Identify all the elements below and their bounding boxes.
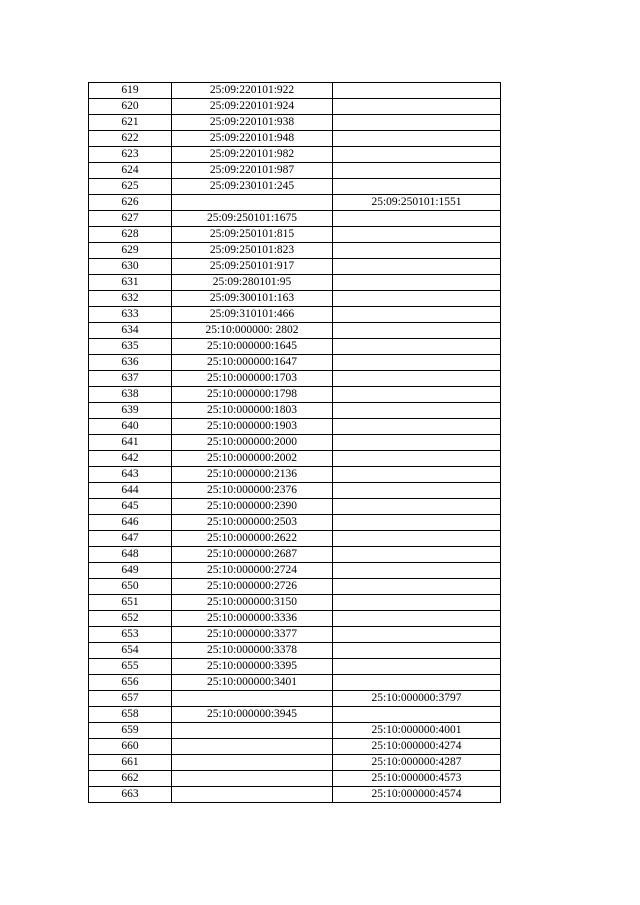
cadastral-number-alt-cell [333, 419, 501, 435]
cadastral-number-cell: 25:10:000000:2726 [172, 579, 333, 595]
table-row [89, 387, 501, 403]
cadastral-number-alt-cell [333, 643, 501, 659]
cadastral-number-cell: 25:10:000000:2136 [172, 467, 333, 483]
cadastral-number-cell: 25:10:000000:1703 [172, 371, 333, 387]
table-row [89, 531, 501, 547]
cadastral-number-alt-cell [333, 371, 501, 387]
cadastral-number-cell: 25:10:000000:3395 [172, 659, 333, 675]
table-row [89, 547, 501, 563]
cadastral-number-cell: 25:10:000000:3377 [172, 627, 333, 643]
cadastral-number-alt-cell: 25:10:000000:4573 [333, 771, 501, 787]
row-number-cell: 627 [89, 211, 172, 227]
table-row [89, 451, 501, 467]
cadastral-number-cell: 25:10:000000:2687 [172, 547, 333, 563]
row-number-cell: 654 [89, 643, 172, 659]
cadastral-number-alt-cell [333, 355, 501, 371]
row-number-cell: 624 [89, 163, 172, 179]
cadastral-number-cell: 25:09:220101:982 [172, 147, 333, 163]
cadastral-number-alt-cell [333, 387, 501, 403]
cadastral-number-alt-cell [333, 483, 501, 499]
table-row [89, 691, 501, 707]
cadastral-number-alt-cell [333, 467, 501, 483]
table-row [89, 179, 501, 195]
table-row [89, 467, 501, 483]
cadastral-number-cell: 25:09:280101:95 [172, 275, 333, 291]
cadastral-number-alt-cell [333, 451, 501, 467]
row-number-cell: 640 [89, 419, 172, 435]
cadastral-number-alt-cell [333, 499, 501, 515]
cadastral-number-alt-cell [333, 147, 501, 163]
table-row [89, 227, 501, 243]
cadastral-number-alt-cell [333, 275, 501, 291]
cadastral-number-cell: 25:10:000000:2622 [172, 531, 333, 547]
row-number-cell: 620 [89, 99, 172, 115]
cadastral-number-alt-cell [333, 291, 501, 307]
cadastral-number-alt-cell [333, 179, 501, 195]
cadastral-number-cell [172, 755, 333, 771]
cadastral-number-cell [172, 739, 333, 755]
table-row [89, 147, 501, 163]
cadastral-number-alt-cell [333, 259, 501, 275]
table-row [89, 707, 501, 723]
cadastral-number-cell: 25:09:250101:823 [172, 243, 333, 259]
cadastral-number-alt-cell [333, 627, 501, 643]
cadastral-number-alt-cell: 25:10:000000:4287 [333, 755, 501, 771]
cadastral-number-alt-cell [333, 659, 501, 675]
table-row [89, 419, 501, 435]
table-body [89, 83, 501, 803]
cadastral-number-cell: 25:10:000000:1645 [172, 339, 333, 355]
cadastral-number-cell: 25:09:220101:922 [172, 83, 333, 99]
row-number-cell: 631 [89, 275, 172, 291]
cadastral-number-alt-cell [333, 323, 501, 339]
cadastral-number-alt-cell [333, 707, 501, 723]
cadastral-number-alt-cell [333, 243, 501, 259]
row-number-cell: 645 [89, 499, 172, 515]
table-row [89, 627, 501, 643]
row-number-cell: 641 [89, 435, 172, 451]
cadastral-number-alt-cell: 25:09:250101:1551 [333, 195, 501, 211]
cadastral-number-alt-cell [333, 547, 501, 563]
row-number-cell: 647 [89, 531, 172, 547]
cadastral-number-cell: 25:10:000000:2724 [172, 563, 333, 579]
row-number-cell: 660 [89, 739, 172, 755]
row-number-cell: 629 [89, 243, 172, 259]
row-number-cell: 663 [89, 787, 172, 803]
row-number-cell: 619 [89, 83, 172, 99]
cadastral-number-cell: 25:09:220101:924 [172, 99, 333, 115]
row-number-cell: 648 [89, 547, 172, 563]
cadastral-number-alt-cell [333, 611, 501, 627]
cadastral-number-alt-cell [333, 131, 501, 147]
cadastral-number-alt-cell [333, 163, 501, 179]
cadastral-number-cell: 25:10:000000: 2802 [172, 323, 333, 339]
row-number-cell: 658 [89, 707, 172, 723]
cadastral-number-alt-cell [333, 595, 501, 611]
table-row [89, 787, 501, 803]
row-number-cell: 635 [89, 339, 172, 355]
row-number-cell: 644 [89, 483, 172, 499]
row-number-cell: 625 [89, 179, 172, 195]
cadastral-number-cell: 25:10:000000:3150 [172, 595, 333, 611]
row-number-cell: 621 [89, 115, 172, 131]
cadastral-number-alt-cell [333, 435, 501, 451]
cadastral-number-alt-cell [333, 515, 501, 531]
table-row [89, 435, 501, 451]
table-row [89, 403, 501, 419]
row-number-cell: 651 [89, 595, 172, 611]
cadastral-number-cell: 25:10:000000:2390 [172, 499, 333, 515]
table-row [89, 195, 501, 211]
row-number-cell: 661 [89, 755, 172, 771]
cadastral-number-cell: 25:09:220101:948 [172, 131, 333, 147]
table-row [89, 99, 501, 115]
row-number-cell: 630 [89, 259, 172, 275]
row-number-cell: 637 [89, 371, 172, 387]
table-row [89, 163, 501, 179]
row-number-cell: 622 [89, 131, 172, 147]
cadastral-number-alt-cell: 25:10:000000:3797 [333, 691, 501, 707]
cadastral-number-cell: 25:10:000000:1798 [172, 387, 333, 403]
table-row [89, 243, 501, 259]
table-row [89, 339, 501, 355]
cadastral-number-cell: 25:10:000000:2503 [172, 515, 333, 531]
row-number-cell: 657 [89, 691, 172, 707]
cadastral-number-table [88, 82, 501, 803]
cadastral-number-alt-cell [333, 563, 501, 579]
table-row [89, 259, 501, 275]
table-row [89, 483, 501, 499]
row-number-cell: 639 [89, 403, 172, 419]
row-number-cell: 626 [89, 195, 172, 211]
table-row [89, 131, 501, 147]
table-row [89, 563, 501, 579]
table-row [89, 515, 501, 531]
cadastral-number-alt-cell [333, 307, 501, 323]
cadastral-number-cell: 25:09:250101:917 [172, 259, 333, 275]
table-row [89, 115, 501, 131]
row-number-cell: 636 [89, 355, 172, 371]
table-row [89, 675, 501, 691]
table-row [89, 579, 501, 595]
cadastral-number-alt-cell [333, 115, 501, 131]
table-row [89, 771, 501, 787]
cadastral-number-cell: 25:10:000000:3945 [172, 707, 333, 723]
row-number-cell: 659 [89, 723, 172, 739]
table-row [89, 291, 501, 307]
table-row [89, 355, 501, 371]
cadastral-number-alt-cell [333, 99, 501, 115]
row-number-cell: 634 [89, 323, 172, 339]
cadastral-number-alt-cell: 25:10:000000:4274 [333, 739, 501, 755]
cadastral-number-cell: 25:09:250101:815 [172, 227, 333, 243]
cadastral-number-cell: 25:09:220101:938 [172, 115, 333, 131]
cadastral-number-cell: 25:10:000000:3378 [172, 643, 333, 659]
row-number-cell: 646 [89, 515, 172, 531]
cadastral-number-alt-cell [333, 675, 501, 691]
cadastral-number-cell: 25:10:000000:1647 [172, 355, 333, 371]
row-number-cell: 628 [89, 227, 172, 243]
row-number-cell: 632 [89, 291, 172, 307]
cadastral-number-alt-cell [333, 579, 501, 595]
cadastral-number-alt-cell [333, 83, 501, 99]
table-row [89, 275, 501, 291]
cadastral-number-alt-cell [333, 227, 501, 243]
cadastral-number-cell: 25:10:000000:1903 [172, 419, 333, 435]
table-row [89, 595, 501, 611]
cadastral-number-cell [172, 723, 333, 739]
cadastral-number-cell: 25:10:000000:2376 [172, 483, 333, 499]
cadastral-number-cell: 25:09:230101:245 [172, 179, 333, 195]
cadastral-number-cell: 25:09:220101:987 [172, 163, 333, 179]
table-row [89, 755, 501, 771]
cadastral-number-cell: 25:10:000000:3401 [172, 675, 333, 691]
row-number-cell: 623 [89, 147, 172, 163]
cadastral-number-alt-cell: 25:10:000000:4574 [333, 787, 501, 803]
cadastral-number-cell: 25:10:000000:1803 [172, 403, 333, 419]
table-row [89, 307, 501, 323]
cadastral-number-cell [172, 691, 333, 707]
table-row [89, 499, 501, 515]
row-number-cell: 655 [89, 659, 172, 675]
table-row [89, 739, 501, 755]
row-number-cell: 643 [89, 467, 172, 483]
table-row [89, 723, 501, 739]
row-number-cell: 638 [89, 387, 172, 403]
cadastral-number-alt-cell [333, 403, 501, 419]
table-row [89, 83, 501, 99]
cadastral-number-cell: 25:09:310101:466 [172, 307, 333, 323]
table-row [89, 323, 501, 339]
row-number-cell: 650 [89, 579, 172, 595]
table-row [89, 659, 501, 675]
cadastral-number-cell: 25:10:000000:2002 [172, 451, 333, 467]
table-row [89, 611, 501, 627]
cadastral-number-cell: 25:09:300101:163 [172, 291, 333, 307]
cadastral-number-alt-cell [333, 339, 501, 355]
cadastral-number-cell [172, 787, 333, 803]
cadastral-number-cell: 25:10:000000:3336 [172, 611, 333, 627]
row-number-cell: 653 [89, 627, 172, 643]
cadastral-number-alt-cell [333, 211, 501, 227]
row-number-cell: 633 [89, 307, 172, 323]
cadastral-number-cell [172, 771, 333, 787]
row-number-cell: 642 [89, 451, 172, 467]
row-number-cell: 652 [89, 611, 172, 627]
table-row [89, 211, 501, 227]
table-row [89, 643, 501, 659]
cadastral-number-alt-cell [333, 531, 501, 547]
row-number-cell: 656 [89, 675, 172, 691]
row-number-cell: 649 [89, 563, 172, 579]
cadastral-number-cell: 25:09:250101:1675 [172, 211, 333, 227]
table-row [89, 371, 501, 387]
cadastral-number-alt-cell: 25:10:000000:4001 [333, 723, 501, 739]
cadastral-number-cell: 25:10:000000:2000 [172, 435, 333, 451]
cadastral-number-cell [172, 195, 333, 211]
row-number-cell: 662 [89, 771, 172, 787]
